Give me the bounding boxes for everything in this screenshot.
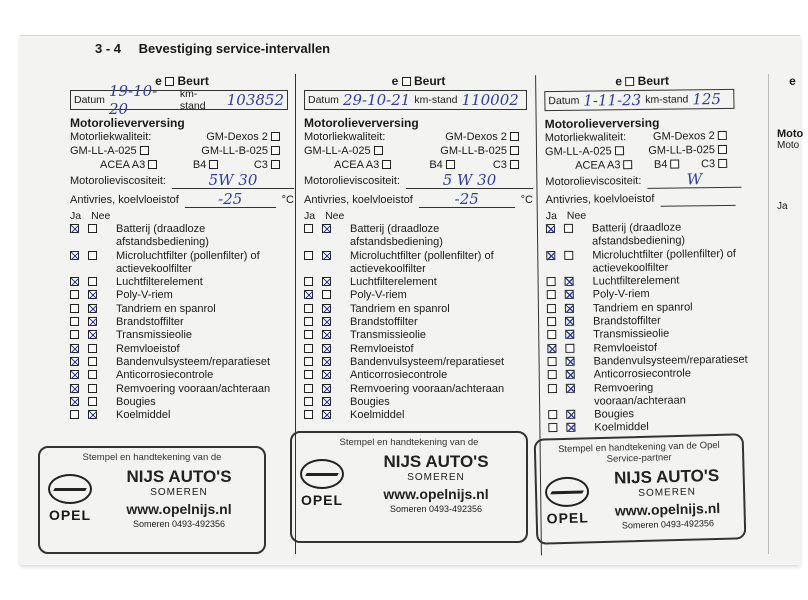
datum-value[interactable]: 1-11-23 <box>583 90 642 110</box>
nee-checkbox[interactable] <box>565 330 574 339</box>
checklist-row <box>546 221 742 250</box>
checklist-item-label: Koelmiddel <box>594 421 649 435</box>
stamp-company: NIJS AUTO'S <box>126 467 232 486</box>
lla-label: GM-LL-A-025 <box>544 145 612 159</box>
nee-checkbox[interactable] <box>322 304 331 313</box>
checklist-item-label: Batterij (draadloze afstandsbediening) <box>591 221 686 248</box>
ja-checkbox[interactable] <box>304 224 313 233</box>
beurt-checkbox[interactable] <box>625 77 634 86</box>
ja-checkbox[interactable] <box>547 317 556 326</box>
checklist-item-label: Remvoering vooraan/achteraan <box>350 382 505 395</box>
ja-checkbox[interactable] <box>548 423 557 432</box>
nee-checkbox[interactable] <box>322 397 331 406</box>
checklist-item-label: Bandenvulsysteem/reparatieset <box>116 355 271 368</box>
beurt-heading <box>304 74 533 88</box>
service-checklist <box>304 223 533 422</box>
datum-value[interactable]: 29-10-21 <box>342 91 411 109</box>
dealer-stamp-1 <box>38 446 266 554</box>
stamp-town: SOMEREN <box>150 487 208 498</box>
datum-row <box>70 82 288 118</box>
ja-checkbox[interactable] <box>304 330 313 339</box>
checklist-item-label: Microluchtfilter (pollenfilter) of actievekoolfilter <box>350 249 494 275</box>
ja-checkbox[interactable] <box>70 370 79 379</box>
ja-checkbox[interactable] <box>304 344 313 353</box>
nee-checkbox[interactable] <box>566 383 575 392</box>
page-title: Bevestiging service-intervallen <box>138 41 331 56</box>
checklist-row <box>304 343 533 356</box>
checklist-item-label: Koelmiddel <box>350 409 405 422</box>
dexos-checkbox[interactable] <box>718 131 727 140</box>
stamp-brand: OPEL <box>546 508 589 526</box>
datum-label: Datum <box>74 94 105 106</box>
checklist-row <box>70 316 294 329</box>
llb-checkbox[interactable] <box>718 145 727 154</box>
checklist-row <box>548 380 744 409</box>
llb-checkbox[interactable] <box>510 146 519 155</box>
ja-checkbox[interactable] <box>70 330 79 339</box>
kwaliteit-label-partial: Moto <box>777 140 800 151</box>
checklist-item-label: Luchtfilterelement <box>350 276 437 289</box>
nee-checkbox[interactable] <box>88 224 97 233</box>
nee-checkbox[interactable] <box>88 384 97 393</box>
b4-checkbox[interactable] <box>209 160 218 169</box>
ja-checkbox[interactable] <box>304 251 313 260</box>
llb-label: GM-LL-B-025 <box>440 145 507 157</box>
nee-checkbox[interactable] <box>88 410 97 419</box>
nee-checkbox[interactable] <box>88 344 97 353</box>
b4-label: B4 <box>192 159 207 171</box>
checklist-row <box>304 316 533 329</box>
c3-checkbox[interactable] <box>271 160 280 169</box>
ja-checkbox[interactable] <box>547 344 556 353</box>
stamp-url: www.opelnijs.nl <box>614 499 721 519</box>
nee-label: Nee <box>566 209 587 222</box>
nee-checkbox[interactable] <box>88 357 97 366</box>
kwaliteit-label: Motorliekwaliteit: <box>544 131 627 145</box>
ja-checkbox[interactable] <box>548 384 557 393</box>
nee-checkbox[interactable] <box>88 304 97 313</box>
visco-value[interactable]: W <box>647 171 741 189</box>
kwaliteit-label: Motorliekwaliteit: <box>304 131 386 143</box>
nee-checkbox[interactable] <box>565 290 574 299</box>
dealer-stamp-3 <box>534 433 747 544</box>
llb-checkbox[interactable] <box>271 146 280 155</box>
b4-checkbox[interactable] <box>670 160 679 169</box>
beurt-prefix: e <box>615 74 623 89</box>
visco-label: Motorolieviscositeit: <box>545 174 642 189</box>
checklist-item-label: Anticorrosiecontrole <box>116 369 214 382</box>
antivries-value[interactable] <box>661 205 736 207</box>
visco-label: Motorolieviscositeit: <box>304 175 400 187</box>
checklist-item-label: Tandriem en spanrol <box>592 301 693 315</box>
kmstand-value[interactable]: 110002 <box>461 91 519 109</box>
acea-checkbox[interactable] <box>623 160 632 169</box>
checklist-row <box>70 369 294 382</box>
ja-checkbox[interactable] <box>546 224 555 233</box>
beurt-heading <box>544 73 740 89</box>
stamp-brand: OPEL <box>48 506 92 523</box>
stamp-town: SOMEREN <box>407 472 465 483</box>
nee-checkbox[interactable] <box>322 370 331 379</box>
checklist-item-label: Microluchtfilter (pollenfilter) of actievekoolfilter <box>116 249 260 275</box>
nee-label: Nee <box>325 210 345 222</box>
stamp-company: NIJS AUTO'S <box>383 452 489 471</box>
nee-checkbox[interactable] <box>88 317 97 326</box>
checklist-row <box>304 329 533 342</box>
acea-checkbox[interactable] <box>148 160 157 169</box>
motorolie-title: Motorolieverversing <box>70 116 185 130</box>
dexos-checkbox[interactable] <box>271 132 280 141</box>
motorolie-title: Motorolieverversing <box>544 115 660 132</box>
nee-checkbox[interactable] <box>322 277 331 286</box>
checklist-item-label: Bandenvulsysteem/reparatieset <box>350 355 505 368</box>
ja-checkbox[interactable] <box>70 290 79 299</box>
service-checklist <box>70 223 294 422</box>
stamp-caption: Stempel en handtekening van de Opel Service-partner <box>557 439 720 465</box>
beurt-label: Beurt <box>414 74 446 88</box>
checklist-row <box>304 383 533 396</box>
checklist-item-label: Tandriem en spanrol <box>350 302 450 315</box>
checklist-item-label: Remvoering vooraan/achteraan <box>593 381 686 408</box>
ja-checkbox[interactable] <box>547 277 556 286</box>
ja-checkbox[interactable] <box>546 251 555 260</box>
opel-logo-icon <box>48 474 92 504</box>
dexos-label: GM-Dexos 2 <box>445 131 507 143</box>
ja-checkbox[interactable] <box>70 397 79 406</box>
b4-label: B4 <box>429 159 443 171</box>
checklist-row <box>304 396 533 409</box>
datum-row <box>304 90 527 110</box>
nee-checkbox[interactable] <box>88 370 97 379</box>
b4-checkbox[interactable] <box>446 160 455 169</box>
nee-checkbox[interactable] <box>565 304 574 313</box>
lla-checkbox[interactable] <box>615 146 624 155</box>
ja-checkbox[interactable] <box>70 410 79 419</box>
checklist-row <box>304 303 533 316</box>
checklist-item-label: Poly-V-riem <box>116 289 173 302</box>
acea-label: ACEA A3 <box>334 159 380 171</box>
service-checklist <box>546 221 748 436</box>
antivries-value[interactable]: -25 <box>419 191 515 208</box>
ja-checkbox[interactable] <box>70 384 79 393</box>
lla-label: GM-LL-A-025 <box>304 145 371 157</box>
stamp-phone: Someren 0493-492356 <box>132 519 226 529</box>
checklist-row <box>70 356 294 369</box>
nee-checkbox[interactable] <box>564 250 573 259</box>
ja-label: Ja <box>304 210 316 222</box>
ja-checkbox[interactable] <box>304 290 313 299</box>
nee-checkbox[interactable] <box>322 251 331 260</box>
stamp-brand: OPEL <box>300 491 344 508</box>
checklist-row <box>304 250 533 277</box>
nee-checkbox[interactable] <box>564 224 573 233</box>
checklist-item-label: Anticorrosiecontrole <box>350 369 448 382</box>
llb-label: GM-LL-B-025 <box>648 144 716 157</box>
checklist-item-label: Luchtfilterelement <box>592 274 680 288</box>
acea-label: ACEA A3 <box>100 159 146 171</box>
checklist-row <box>70 250 294 277</box>
ja-checkbox[interactable] <box>548 370 557 379</box>
ja-checkbox[interactable] <box>304 370 313 379</box>
nee-checkbox[interactable] <box>322 290 331 299</box>
kmstand-label: km-stand <box>414 94 458 106</box>
ja-checkbox[interactable] <box>547 304 556 313</box>
nee-checkbox[interactable] <box>88 277 97 286</box>
ja-checkbox[interactable] <box>70 357 79 366</box>
checklist-row <box>304 276 533 289</box>
antivries-label: Antivries, koelvloeistof <box>545 192 655 207</box>
nee-checkbox[interactable] <box>322 224 331 233</box>
checklist-row <box>70 383 294 396</box>
ja-checkbox[interactable] <box>548 410 557 419</box>
c3-label: C3 <box>492 159 507 171</box>
kmstand-value[interactable]: 103852 <box>226 91 284 109</box>
checklist-row <box>304 409 533 422</box>
stamp-url: www.opelnijs.nl <box>383 486 489 502</box>
visco-value[interactable]: 5 W 30 <box>406 172 533 189</box>
dexos-label: GM-Dexos 2 <box>652 130 715 143</box>
lla-checkbox[interactable] <box>374 146 383 155</box>
checklist-item-label: Koelmiddel <box>116 409 171 422</box>
nee-checkbox[interactable] <box>322 317 331 326</box>
checklist-item-label: Transmissieolie <box>350 329 427 342</box>
stamp-url: www.opelnijs.nl <box>126 501 232 517</box>
datum-row <box>544 89 734 111</box>
acea-label: ACEA A3 <box>575 159 621 172</box>
ja-checkbox[interactable] <box>547 291 556 300</box>
checklist-row <box>304 223 533 250</box>
checklist-item-label: Remvloeistof <box>116 342 180 355</box>
ja-checkbox[interactable] <box>70 317 79 326</box>
beurt-heading <box>70 74 294 88</box>
opel-logo-icon <box>300 459 344 489</box>
checklist-item-label: Bougies <box>594 408 635 421</box>
ja-checkbox[interactable] <box>304 397 313 406</box>
beurt-label: Beurt <box>637 73 670 89</box>
kmstand-value[interactable]: 125 <box>692 90 722 109</box>
nee-checkbox[interactable] <box>565 343 574 352</box>
nee-checkbox[interactable] <box>565 317 574 326</box>
checklist-row <box>70 396 294 409</box>
checklist-item-label: Bougies <box>116 395 156 408</box>
stamp-town: SOMEREN <box>638 486 697 500</box>
checklist-item-label: Transmissieolie <box>116 329 193 342</box>
beurt-prefix: e <box>391 74 399 88</box>
acea-checkbox[interactable] <box>382 160 391 169</box>
ja-checkbox[interactable] <box>70 224 79 233</box>
checklist-item-label: Bougies <box>350 395 390 408</box>
ja-checkbox[interactable] <box>70 344 79 353</box>
ja-checkbox[interactable] <box>304 410 313 419</box>
ja-checkbox[interactable] <box>304 277 313 286</box>
beurt-prefix: e <box>789 74 796 88</box>
b4-label: B4 <box>653 158 668 171</box>
nee-checkbox[interactable] <box>566 423 575 432</box>
checklist-item-label: Batterij (draadloze afstandsbediening) <box>350 223 443 249</box>
opel-logo-icon <box>545 476 590 507</box>
nee-checkbox[interactable] <box>322 384 331 393</box>
stamp-phone: Someren 0493-492356 <box>389 504 483 514</box>
checklist-row <box>304 289 533 302</box>
ja-label: Ja <box>777 201 788 212</box>
checklist-item-label: Tandriem en spanrol <box>116 302 216 315</box>
page-header <box>95 41 330 56</box>
beurt-label: Beurt <box>177 74 209 88</box>
stamp-company: NIJS AUTO'S <box>613 465 720 488</box>
c3-checkbox[interactable] <box>510 160 519 169</box>
ja-label: Ja <box>70 210 82 222</box>
nee-checkbox[interactable] <box>322 357 331 366</box>
nee-checkbox[interactable] <box>565 277 574 286</box>
checklist-item-label: Remvoering vooraan/achteraan <box>116 382 271 395</box>
nee-label: Nee <box>91 210 111 222</box>
nee-checkbox[interactable] <box>88 397 97 406</box>
nee-checkbox[interactable] <box>322 330 331 339</box>
checklist-item-label: Bandenvulsysteem/reparatieset <box>593 353 748 368</box>
beurt-checkbox[interactable] <box>402 77 411 86</box>
antivries-unit: °C <box>520 194 533 206</box>
nee-checkbox[interactable] <box>88 290 97 299</box>
nee-checkbox[interactable] <box>566 410 575 419</box>
checklist-item-label: Poly-V-riem <box>350 289 407 302</box>
checklist-item-label: Remvloeistof <box>593 341 658 355</box>
checklist-row <box>70 329 294 342</box>
antivries-value[interactable]: -25 <box>185 191 276 208</box>
ja-checkbox[interactable] <box>304 384 313 393</box>
stamp-phone: Someren 0493-492356 <box>621 518 715 531</box>
nee-checkbox[interactable] <box>566 370 575 379</box>
dexos-label: GM-Dexos 2 <box>206 131 268 143</box>
page-number: 3 - 4 <box>95 41 122 56</box>
datum-label: Datum <box>308 94 339 106</box>
lla-checkbox[interactable] <box>140 146 149 155</box>
checklist-row <box>304 356 533 369</box>
ja-checkbox[interactable] <box>304 317 313 326</box>
checklist-row <box>70 409 294 422</box>
kmstand-label: km-stand <box>179 88 206 112</box>
nee-checkbox[interactable] <box>566 357 575 366</box>
checklist-row <box>70 223 294 250</box>
checklist-row <box>70 289 294 302</box>
checklist-item-label: Remvloeistof <box>350 342 414 355</box>
ja-checkbox[interactable] <box>70 251 79 260</box>
ja-checkbox[interactable] <box>547 330 556 339</box>
dexos-checkbox[interactable] <box>510 132 519 141</box>
checklist-row <box>70 343 294 356</box>
kmstand-label: km-stand <box>645 93 689 106</box>
checklist-row <box>70 276 294 289</box>
motorolie-title-partial: Moto <box>777 128 804 140</box>
checklist-item-label: Poly-V-riem <box>592 288 650 302</box>
antivries-label: Antivries, koelvloeistof <box>70 194 179 206</box>
nee-checkbox[interactable] <box>88 251 97 260</box>
datum-value[interactable]: 19-10-20 <box>108 82 158 118</box>
motorolie-title: Motorolieverversing <box>304 116 419 130</box>
checklist-item-label: Brandstoffilter <box>350 316 418 329</box>
service-column-4-partial <box>768 74 808 554</box>
dealer-stamp-2 <box>290 431 528 543</box>
lla-label: GM-LL-A-025 <box>70 145 137 157</box>
nee-checkbox[interactable] <box>322 410 331 419</box>
nee-checkbox[interactable] <box>322 344 331 353</box>
llb-label: GM-LL-B-025 <box>201 145 268 157</box>
visco-value[interactable]: 5W 30 <box>172 172 294 189</box>
c3-label: C3 <box>700 158 716 171</box>
checklist-item-label: Luchtfilterelement <box>116 276 203 289</box>
checklist-row <box>70 303 294 316</box>
checklist-item-label: Transmissieolie <box>593 328 670 341</box>
c3-checkbox[interactable] <box>718 159 727 168</box>
service-booklet-page <box>20 35 804 565</box>
checklist-row <box>546 247 742 276</box>
visco-label: Motorolieviscositeit: <box>70 175 166 187</box>
checklist-item-label: Brandstoffilter <box>116 316 184 329</box>
checklist-item-label: Microluchtfilter (pollenfilter) of actievekoolfilter <box>592 247 736 275</box>
ja-checkbox[interactable] <box>304 304 313 313</box>
checklist-item-label: Batterij (draadloze afstandsbediening) <box>116 223 209 249</box>
checklist-row <box>304 369 533 382</box>
datum-label: Datum <box>548 94 580 108</box>
checklist-item-label: Brandstoffilter <box>593 314 661 328</box>
ja-checkbox[interactable] <box>70 277 79 286</box>
nee-checkbox[interactable] <box>88 330 97 339</box>
stamp-caption: Stempel en handtekening van de <box>82 452 222 463</box>
stamp-caption: Stempel en handtekening van de <box>339 437 479 448</box>
antivries-unit: °C <box>281 194 294 206</box>
checklist-item-label: Anticorrosiecontrole <box>593 367 692 381</box>
ja-checkbox[interactable] <box>70 304 79 313</box>
ja-checkbox[interactable] <box>304 357 313 366</box>
c3-label: C3 <box>253 159 268 171</box>
antivries-label: Antivries, koelvloeistof <box>304 194 413 206</box>
beurt-prefix: e <box>155 74 162 88</box>
ja-checkbox[interactable] <box>548 357 557 366</box>
ja-label: Ja <box>545 210 557 223</box>
kwaliteit-label: Motorliekwaliteit: <box>70 131 152 143</box>
